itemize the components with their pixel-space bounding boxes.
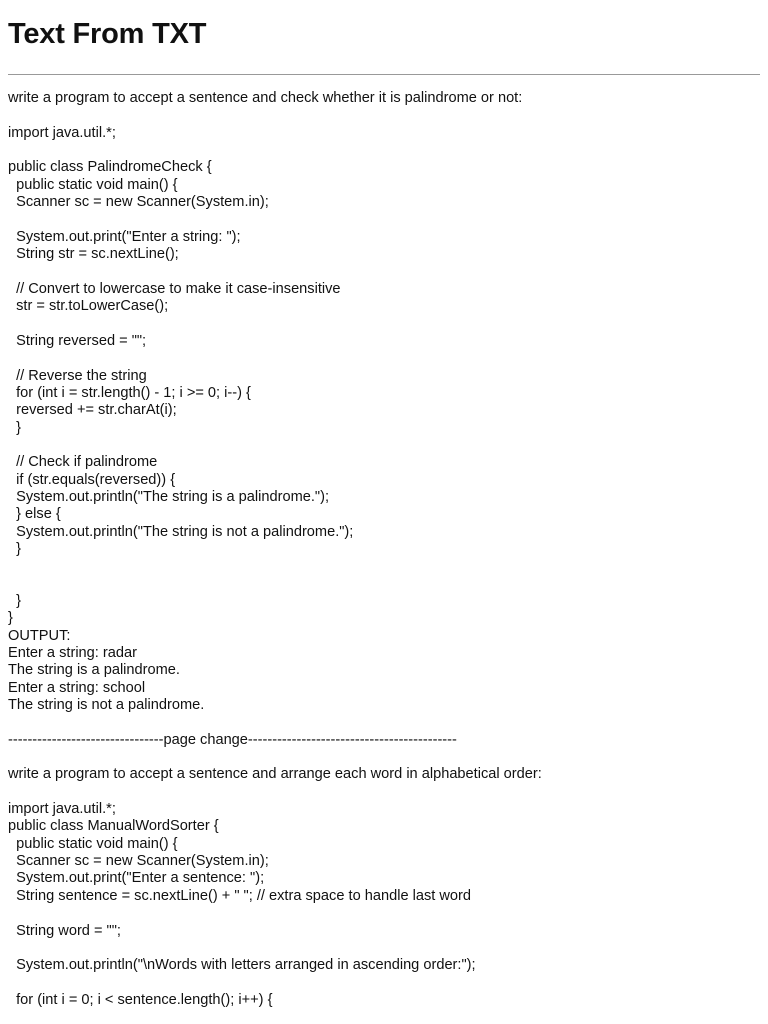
text-line: public static void main() { bbox=[8, 176, 178, 193]
text-line: if (str.equals(reversed)) { bbox=[8, 471, 176, 488]
text-line: } bbox=[8, 610, 13, 627]
blank-line bbox=[8, 714, 760, 731]
blank-line bbox=[8, 905, 760, 922]
text-line: write a program to accept a sentence and check whether it is palindrome or not: bbox=[8, 90, 523, 106]
text-line: OUTPUT: bbox=[8, 627, 71, 644]
text-line: Scanner sc = new Scanner(System.in); bbox=[8, 194, 269, 211]
text-line: import java.util.*; bbox=[8, 124, 116, 141]
text-line: str = str.toLowerCase(); bbox=[8, 298, 169, 315]
blank-line bbox=[8, 975, 760, 992]
text-line: reversed += str.charAt(i); bbox=[8, 402, 177, 419]
text-line: public class PalindromeCheck { bbox=[8, 159, 212, 176]
text-line: public class ManualWordSorter { bbox=[8, 818, 219, 835]
text-line: System.out.println("\nWords with letters arranged in ascending order:"); bbox=[8, 957, 476, 974]
text-line: System.out.print("Enter a sentence: "); bbox=[8, 870, 265, 887]
text-line: --------------------------------page change------------------------------------------- bbox=[8, 731, 457, 748]
blank-line bbox=[8, 784, 760, 801]
text-line: String reversed = ""; bbox=[8, 332, 147, 349]
text-line: // Convert to lowercase to make it case-insensitive bbox=[8, 280, 341, 297]
page-title: Text From TXT bbox=[8, 18, 207, 50]
text-line: System.out.println("The string is a palindrome."); bbox=[8, 488, 330, 505]
blank-line bbox=[8, 437, 760, 454]
blank-line bbox=[8, 350, 760, 367]
blank-line bbox=[8, 142, 760, 159]
text-line: Enter a string: radar bbox=[8, 645, 137, 661]
blank-line bbox=[8, 263, 760, 280]
text-line: } else { bbox=[8, 506, 61, 523]
text-line: } bbox=[8, 419, 21, 436]
text-line: for (int i = str.length() - 1; i >= 0; i--) { bbox=[8, 384, 251, 401]
text-line: import java.util.*; bbox=[8, 801, 116, 818]
text-line: String str = sc.nextLine(); bbox=[8, 246, 179, 263]
blank-line bbox=[8, 576, 760, 593]
text-line: String word = ""; bbox=[8, 922, 121, 939]
blank-line bbox=[8, 315, 760, 332]
blank-line bbox=[8, 749, 760, 766]
text-line: System.out.print("Enter a string: "); bbox=[8, 228, 241, 245]
text-line: // Check if palindrome bbox=[8, 454, 158, 471]
text-line: Scanner sc = new Scanner(System.in); bbox=[8, 853, 269, 870]
document-body bbox=[8, 90, 760, 1009]
text-line: The string is a palindrome. bbox=[8, 662, 180, 679]
text-line: write a program to accept a sentence and arrange each word in alphabetical order: bbox=[8, 766, 542, 783]
blank-line bbox=[8, 211, 760, 228]
text-line: The string is not a palindrome. bbox=[8, 697, 205, 714]
text-line: public static void main() { bbox=[8, 835, 178, 852]
text-line: // Reverse the string bbox=[8, 367, 147, 384]
text-line: Enter a string: school bbox=[8, 679, 146, 696]
text-line: } bbox=[8, 540, 21, 557]
blank-line bbox=[8, 558, 760, 575]
text-line: String sentence = sc.nextLine() + " "; // extra space to handle last word bbox=[8, 887, 472, 904]
text-line: for (int i = 0; i < sentence.length(); i++) { bbox=[8, 991, 273, 1008]
title-divider bbox=[8, 74, 760, 75]
text-line: System.out.println("The string is not a palindrome."); bbox=[8, 523, 354, 540]
text-line: } bbox=[8, 592, 21, 609]
blank-line bbox=[8, 940, 760, 957]
blank-line bbox=[8, 107, 760, 124]
